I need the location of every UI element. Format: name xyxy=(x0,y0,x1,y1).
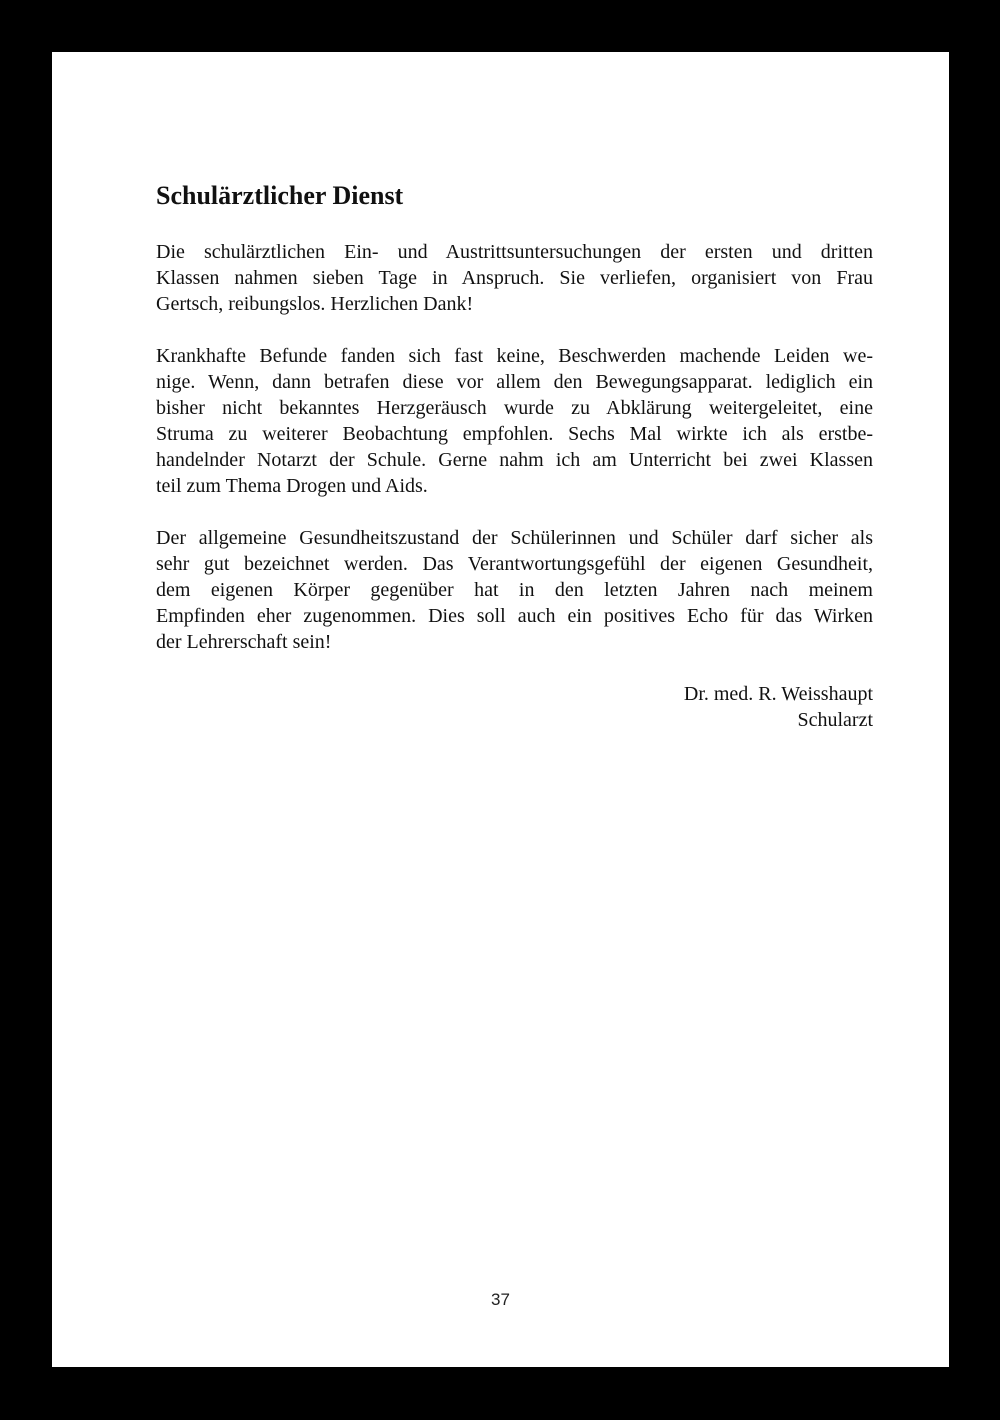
paragraph-line: Krankhafte Befunde fanden sich fast keine, Beschwerden machende Leiden we- xyxy=(156,345,873,367)
signature-block xyxy=(156,681,873,733)
page-title: Schulärztlicher Dienst xyxy=(156,181,404,210)
paragraph-line: der Lehrerschaft sein! xyxy=(156,631,332,653)
paragraph-2 xyxy=(156,343,873,499)
paragraph-line: Der allgemeine Gesundheitszustand der Schülerinnen und Schüler darf sicher als xyxy=(156,527,873,549)
paragraph-line: Gertsch, reibungslos. Herzlichen Dank! xyxy=(156,293,474,315)
paragraph-line: Klassen nahmen sieben Tage in Anspruch. Sie verliefen, organisiert von Frau xyxy=(156,267,873,289)
paragraph-1 xyxy=(156,239,873,317)
signature-name: Dr. med. R. Weisshaupt xyxy=(683,683,873,705)
signature-role: Schularzt xyxy=(797,709,873,731)
paragraph-3 xyxy=(156,525,873,655)
paragraph-line: Empfinden eher zugenommen. Dies soll auch ein positives Echo für das Wirken xyxy=(156,605,873,627)
paragraph-line: dem eigenen Körper gegenüber hat in den letzten Jahren nach meinem xyxy=(156,579,873,601)
document-page xyxy=(52,52,949,1367)
paragraph-line: nige. Wenn, dann betrafen diese vor allem den Bewegungsapparat. lediglich ein xyxy=(156,371,873,393)
paragraph-line: Die schulärztlichen Ein- und Austrittsuntersuchungen der ersten und dritten xyxy=(156,241,873,263)
page-content xyxy=(156,180,873,733)
paragraph-line: teil zum Thema Drogen und Aids. xyxy=(156,475,428,497)
page-number: 37 xyxy=(491,1290,510,1309)
paragraph-line: sehr gut bezeichnet werden. Das Verantwortungsgefühl der eigenen Gesundheit, xyxy=(156,553,873,575)
paragraph-line: bisher nicht bekanntes Herzgeräusch wurde zu Abklärung weitergeleitet, eine xyxy=(156,397,873,419)
paragraph-line: handelnder Notarzt der Schule. Gerne nahm ich am Unterricht bei zwei Klassen xyxy=(156,449,873,471)
paragraph-line: Struma zu weiterer Beobachtung empfohlen. Sechs Mal wirkte ich als erstbe- xyxy=(156,423,873,445)
